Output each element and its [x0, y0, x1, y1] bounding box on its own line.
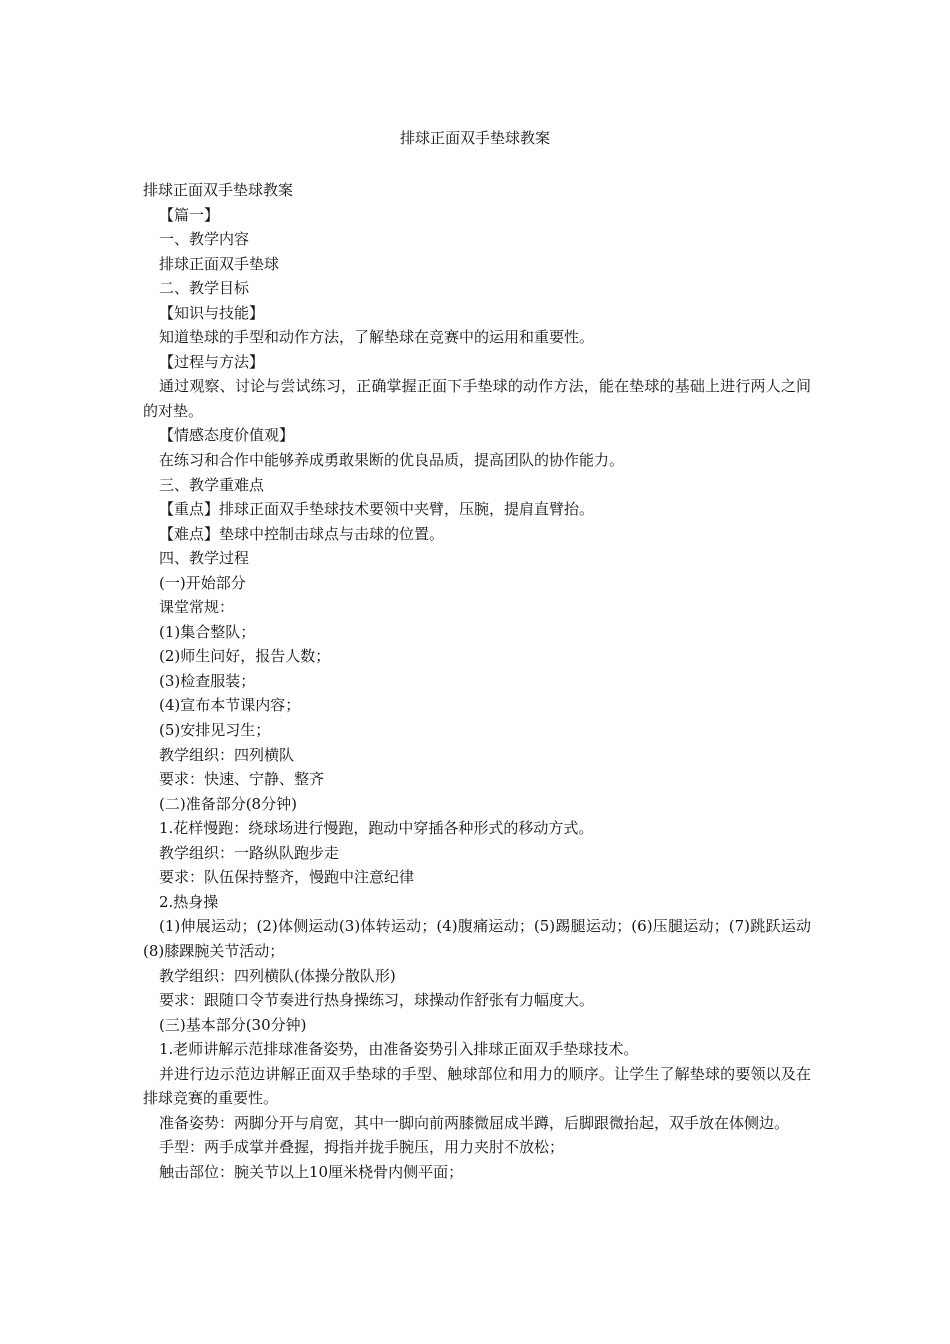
paragraph-line: 1.老师讲解示范排球准备姿势，由准备姿势引入排球正面双手垫球技术。: [159, 1040, 639, 1059]
paragraph-line: 2.热身操: [159, 892, 219, 911]
paragraph-line: 【情感态度价值观】: [159, 426, 295, 445]
paragraph-line: (三)基本部分(30分钟): [159, 1015, 307, 1034]
paragraph-line: 一、教学内容: [159, 230, 250, 249]
paragraph-line: 【难点】垫球中控制击球点与击球的位置。: [159, 524, 445, 543]
paragraph-line: 在练习和合作中能够养成勇敢果断的优良品质，提高团队的协作能力。: [159, 451, 625, 470]
paragraph-line: 准备姿势：两脚分开与肩宽，其中一脚向前两膝微屈成半蹲，后脚跟微抬起，双手放在体侧边。: [159, 1113, 790, 1132]
paragraph-line: (5)安排见习生；: [159, 721, 271, 740]
paragraph-line: (二)准备部分(8分钟): [159, 794, 297, 813]
paragraph-line: 要求：快速、宁静、整齐: [159, 770, 325, 789]
paragraph-line: 【重点】排球正面双手垫球技术要领中夹臂，压腕，提肩直臂抬。: [159, 500, 595, 519]
paragraph-line: 要求：队伍保持整齐，慢跑中注意纪律: [159, 868, 415, 887]
paragraph-line: (3)检查服装；: [159, 671, 256, 690]
paragraph-line: 通过观察、讨论与尝试练习，正确掌握正面下手垫球的动作方法，能在垫球的基础上进行两人之间的对垫。: [143, 377, 811, 420]
paragraph-line: 课堂常规：: [159, 598, 235, 617]
paragraph-line: 知道垫球的手型和动作方法，了解垫球在竞赛中的运用和重要性。: [159, 328, 595, 347]
paragraph-line: 1.花样慢跑：绕球场进行慢跑，跑动中穿插各种形式的移动方式。: [159, 819, 594, 838]
paragraph-line: (4)宣布本节课内容；: [159, 696, 301, 715]
paragraph-line: 要求：跟随口令节奏进行热身操练习，球操动作舒张有力幅度大。: [159, 991, 595, 1010]
paragraph-line: 手型：两手成掌并叠握，拇指并拢手腕压，用力夹肘不放松；: [159, 1138, 565, 1157]
paragraph-line: (1)集合整队；: [159, 622, 256, 641]
paragraph-line: 教学组织：一路纵队跑步走: [159, 843, 340, 862]
paragraph-line: 并进行边示范边讲解正面双手垫球的手型、触球部位和用力的顺序。让学生了解垫球的要领以及在排球竞赛的重要性。: [143, 1064, 811, 1108]
paragraph-line: 教学组织：四列横队(体操分散队形): [159, 966, 396, 985]
paragraph-line: 排球正面双手垫球: [159, 254, 280, 273]
paragraph-line: 【知识与技能】: [159, 303, 265, 322]
paragraph-line: (2)师生问好，报告人数；: [159, 647, 331, 666]
paragraph-line: 二、教学目标: [159, 279, 250, 298]
paragraph-line: (1)伸展运动；(2)体侧运动(3)体转运动；(4)腹痛运动；(5)踢腿运动；(6)压腿运动；(7)跳跃运动(8)膝踝腕关节活动；: [143, 917, 811, 960]
paragraph-line: (一)开始部分: [159, 573, 246, 592]
paragraph-line: 触击部位：腕关节以上10厘米桡骨内侧平面；: [159, 1162, 464, 1181]
paragraph-line: 三、教学重难点: [159, 475, 265, 494]
document-heading: 排球正面双手垫球教案: [143, 181, 294, 199]
paragraph-line: 四、教学过程: [159, 549, 250, 568]
paragraph-line: 【过程与方法】: [159, 352, 265, 371]
document-body: [143, 178, 811, 1184]
page-title: 排球正面双手垫球教案: [399, 129, 550, 147]
paragraph-line: 【篇一】: [159, 205, 220, 224]
paragraph-line: 教学组织：四列横队: [159, 745, 295, 764]
